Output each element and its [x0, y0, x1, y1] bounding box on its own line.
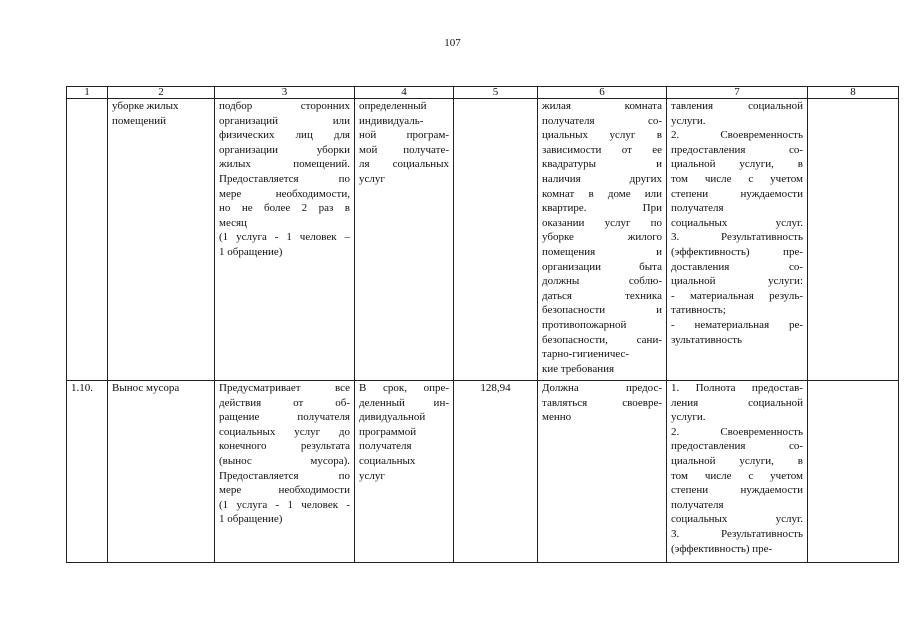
cell-text-line: индивидуаль-: [359, 114, 424, 127]
cell-text-line: В срок, опре-: [359, 382, 449, 394]
cell-text-line: - нематериальная ре-: [671, 318, 803, 331]
cell-text-line: тативность;: [671, 304, 726, 317]
cell-text-line: даться техника: [542, 289, 662, 302]
cell-text-line: физических лиц для: [219, 129, 350, 142]
cell-text-line: мере необходимости: [219, 484, 350, 497]
cell-text-line: жилых помещений.: [219, 158, 350, 171]
cell-text-line: услуги.: [671, 411, 706, 424]
cell-text-line: ля социальных: [359, 158, 449, 171]
header-row: [67, 87, 899, 99]
cell-text-line: менно: [542, 411, 572, 424]
cell-service-term: [355, 381, 454, 563]
cell-text-line: (эффективность) пре-: [671, 542, 773, 555]
cell-text-line: (1 услуга - 1 человек –: [219, 231, 350, 244]
cell-conditions: [538, 99, 667, 381]
cell-tariff: [454, 381, 538, 563]
cell-text-line: степени нуждаемости: [671, 187, 803, 200]
cell-text-line: получателя со-: [542, 114, 662, 127]
cell-text-line: уборке жилого: [542, 231, 662, 244]
cell-text-line: определенный: [359, 100, 427, 112]
cell-quality-indicators: [667, 99, 808, 381]
cell-text-line: услуг: [359, 172, 385, 185]
cell-text-line: 2. Своевременность: [671, 425, 803, 438]
cell-text-line: мере необходимости,: [219, 187, 350, 200]
cell-text-line: получателя: [671, 202, 724, 215]
cell-text-line: Предоставляется по: [219, 469, 350, 482]
cell-number: [67, 99, 108, 381]
cell-service-description: [215, 99, 355, 381]
cell-text-line: 128,94: [480, 382, 511, 394]
cell-text-line: тавляться своевре-: [542, 396, 662, 409]
cell-text-line: подбор сторонних: [219, 100, 350, 112]
cell-text-line: (эффективность) пре-: [671, 245, 803, 258]
cell-conditions: [538, 381, 667, 563]
cell-service-name: [108, 99, 215, 381]
header-cell: 6: [538, 87, 667, 99]
cell-text-line: Предоставляется по: [219, 172, 350, 185]
cell-text-line: получателя: [671, 498, 724, 511]
cell-text-line: доставления со-: [671, 260, 803, 273]
cell-text-line: ления социальной: [671, 396, 803, 409]
cell-text-line: комнат в доме или: [542, 187, 662, 200]
cell-other: [808, 99, 899, 381]
cell-text-line: зависимости от ее: [542, 143, 662, 156]
cell-text-line: 1 обращение): [219, 513, 283, 526]
header-cell: 2: [108, 87, 215, 99]
cell-text-line: степени нуждаемости: [671, 484, 803, 497]
cell-text-line: мой получате-: [359, 143, 449, 156]
cell-text-line: противопожарной: [542, 318, 627, 331]
cell-text-line: 3. Результативность: [671, 527, 803, 540]
table-row: [67, 381, 899, 563]
cell-text-line: том числе с учетом: [671, 469, 803, 482]
cell-text-line: наличия других: [542, 172, 662, 185]
header-cell: 4: [355, 87, 454, 99]
cell-text-line: дивидуальной: [359, 411, 426, 424]
cell-text-line: безопасности, сани-: [542, 333, 662, 346]
cell-text-line: организации уборки: [219, 143, 350, 156]
header-cell: 5: [454, 87, 538, 99]
cell-text-line: социальных: [359, 454, 416, 467]
cell-text-line: циальной услуги, в: [671, 158, 803, 171]
cell-text-line: услуг: [359, 469, 385, 482]
cell-text-line: получателя: [359, 440, 412, 453]
cell-text-line: (вынос мусора).: [219, 454, 350, 467]
cell-text-line: социальных услуг.: [671, 513, 803, 526]
cell-text-line: месяц: [219, 216, 247, 229]
cell-number: [67, 381, 108, 563]
cell-text-line: безопасности и: [542, 304, 662, 317]
cell-text-line: зультативность: [671, 333, 743, 346]
cell-text-line: (1 услуга - 1 человек -: [219, 498, 350, 511]
cell-text-line: уборке жилых: [112, 100, 179, 112]
cell-text-line: 3. Результативность: [671, 231, 803, 244]
cell-text-line: ной програм-: [359, 129, 449, 142]
cell-text-line: конечного результата: [219, 440, 350, 453]
cell-text-line: социальных услуг.: [671, 216, 803, 229]
cell-text-line: Предусматривает все: [219, 382, 350, 394]
cell-text-line: тавления социальной: [671, 100, 803, 112]
cell-text-line: программой: [359, 425, 417, 438]
cell-text-line: кие требования: [542, 362, 615, 375]
cell-text-line: помещений: [112, 114, 167, 127]
cell-text-line: Должна предос-: [542, 382, 662, 394]
cell-text-line: - материальная резуль-: [671, 289, 803, 302]
cell-text-line: Вынос мусора: [112, 382, 180, 394]
cell-text-line: предоставления со-: [671, 143, 803, 156]
cell-text-line: оказании услуг по: [542, 216, 662, 229]
cell-text-line: организации быта: [542, 260, 662, 273]
cell-text-line: том числе с учетом: [671, 172, 803, 185]
cell-service-description: [215, 381, 355, 563]
page-number: 107: [444, 37, 461, 49]
cell-tariff: [454, 99, 538, 381]
services-table: [66, 86, 899, 563]
header-cell: 1: [67, 87, 108, 99]
cell-other: [808, 381, 899, 563]
cell-text-line: циальных услуг в: [542, 129, 662, 142]
header-cell: 7: [667, 87, 808, 99]
cell-text-line: 2. Своевременность: [671, 129, 803, 142]
cell-text-line: циальной услуги, в: [671, 454, 803, 467]
cell-text-line: 1.10.: [71, 382, 93, 394]
cell-text-line: но не более 2 раз в: [219, 202, 350, 215]
cell-text-line: услуги.: [671, 114, 706, 127]
cell-text-line: деленный ин-: [359, 396, 449, 409]
cell-text-line: циальной услуги:: [671, 275, 803, 288]
cell-text-line: тарно-гигиеничес-: [542, 348, 630, 361]
cell-text-line: должны соблю-: [542, 275, 662, 288]
cell-quality-indicators: [667, 381, 808, 563]
cell-text-line: квартире. При: [542, 202, 662, 215]
cell-text-line: помещения и: [542, 245, 662, 258]
header-cell: 3: [215, 87, 355, 99]
cell-service-term: [355, 99, 454, 381]
cell-text-line: социальных услуг до: [219, 425, 350, 438]
cell-text-line: 1. Полнота предостав-: [671, 382, 803, 394]
table-row: [67, 99, 899, 381]
cell-text-line: предоставления со-: [671, 440, 803, 453]
cell-text-line: 1 обращение): [219, 245, 283, 258]
cell-text-line: организаций или: [219, 114, 350, 127]
cell-service-name: [108, 381, 215, 563]
cell-text-line: действия от об-: [219, 396, 350, 409]
cell-text-line: жилая комната: [542, 100, 662, 112]
header-cell: 8: [808, 87, 899, 99]
cell-text-line: ращение получателя: [219, 411, 350, 424]
cell-text-line: квадратуры и: [542, 158, 662, 171]
